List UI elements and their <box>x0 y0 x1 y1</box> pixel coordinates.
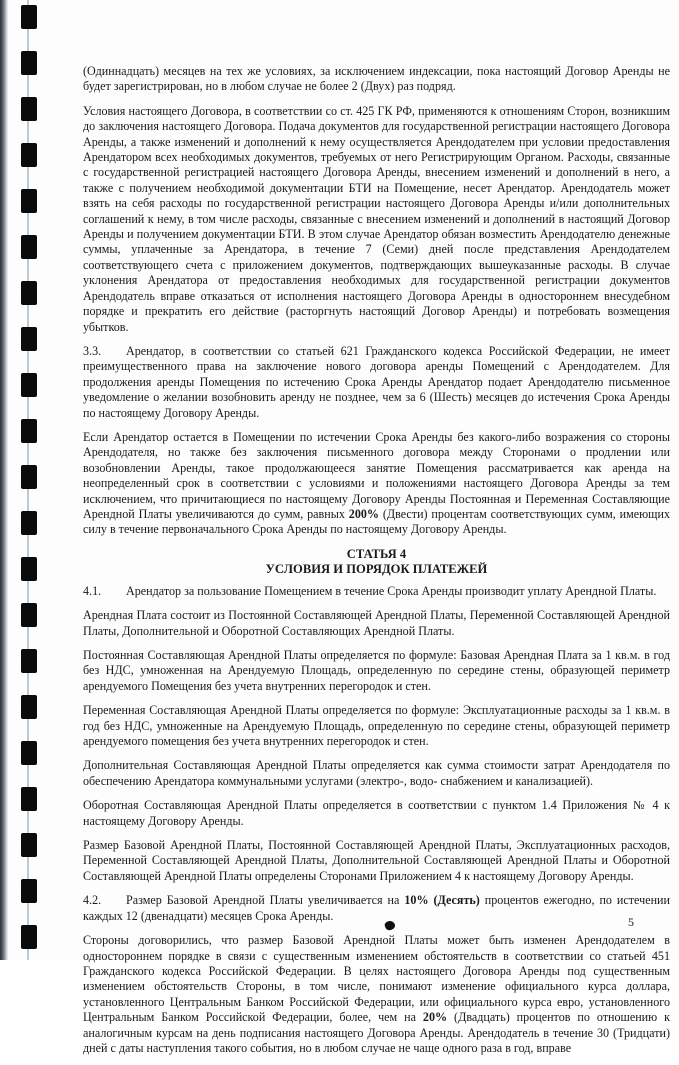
binding-hole <box>21 879 37 903</box>
clause-text: Арендатор за пользование Помещением в течение Срока Аренды производит уплату Арендной Платы. <box>126 583 657 598</box>
spiral-binding <box>0 0 60 960</box>
clause-4-1 <box>83 584 670 599</box>
text-segment: Размер Базовой Арендной Платы увеличивается на <box>126 893 405 908</box>
binding-hole <box>21 235 37 259</box>
binding-hole <box>21 373 37 397</box>
binding-hole <box>21 143 37 167</box>
binding-hole <box>21 557 37 581</box>
paragraph-rent-composition: Арендная Плата состоит из Постоянной Составляющей Арендной Платы, Переменной Составляющей Арендной Платы, Дополнительной и Оборотной Составляющих Арендной Платы. <box>83 608 670 638</box>
bold-percentage: 200% <box>348 506 379 521</box>
binding-hole <box>21 5 37 29</box>
paragraph-rate-change <box>83 933 670 1056</box>
article-heading <box>83 547 670 577</box>
paragraph-overstay <box>83 430 670 538</box>
binding-hole <box>21 419 37 443</box>
clause-3-3 <box>83 344 670 421</box>
bold-percentage: 10% (Десять) <box>404 893 480 908</box>
paragraph-variable-component: Переменная Составляющая Арендной Платы определяется по формуле: Эксплуатационные расходы за 1 кв.м. в год без НДС, умноженные на Арендуемую Площадь, определенную по середине стены, образующей периметр арендуемого помещения без учета внутренних перегородок и стен. <box>83 703 670 749</box>
binding-hole <box>21 695 37 719</box>
binding-hole <box>21 603 37 627</box>
paragraph-continuation: (Одиннадцать) месяцев на тех же условиях, за исключением индексации, пока настоящий Договор Аренды не будет зарегистрирован, но в любом случае не более 2 (Двух) раз подряд. <box>83 64 670 94</box>
binding-hole <box>21 51 37 75</box>
binding-hole <box>21 511 37 535</box>
binding-hole <box>21 649 37 673</box>
binding-hole <box>21 925 37 949</box>
binding-hole <box>21 465 37 489</box>
article-title: СТАТЬЯ 4 <box>346 546 407 561</box>
clause-number: 3.3. <box>83 343 102 358</box>
text-segment: процентов ежегодно, по истечении каждых 12 (двенадцати) месяцев Срока Аренды. <box>83 893 670 923</box>
text-segment: (Двести) процентам соответствующих сумм, имеющих силу в течение первоначального Срока Аренды по настоящему Договору Аренды. <box>83 506 670 537</box>
bold-percentage: 20% <box>422 1010 448 1025</box>
binding-hole <box>21 327 37 351</box>
clause-4-2 <box>83 893 670 924</box>
clause-number: 4.1. <box>83 583 102 598</box>
document-body <box>83 64 670 1065</box>
article-subtitle: УСЛОВИЯ И ПОРЯДОК ПЛАТЕЖЕЙ <box>265 561 488 576</box>
text-segment: Если Арендатор остается в Помещении по истечении Срока Аренды без какого-либо возражения со стороны Арендодателя, но также без заключения письменного договора между Сторонами о продлении или возобновлении Аренды, такое продолжающееся занятие Помещения рассматривается как аренда на неопределенный срок в соответствии с условиями и положениями настоящего Договора Аренды за тем исключением, что причитающиеся по настоящему Договору Аренды Постоянная и Переменная Составляющие Арендной Платы увеличиваются до сумм, равных <box>83 429 670 521</box>
page-number: 5 <box>628 915 634 929</box>
binding-hole <box>21 833 37 857</box>
binding-hole <box>21 189 37 213</box>
binding-hole <box>21 787 37 811</box>
clause-text: Арендатор, в соответствии со статьей 621 Гражданского кодекса Российской Федерации, не имеет преимущественного права на заключение нового договора аренды Помещений с Арендодателем. Для продолжения аренды Помещения по истечению Срока Аренды Арендатор подает Арендодателю письменное уведомление о желании возобновить аренду не позднее, чем за 6 (Шесть) месяцев до истечения Срока Аренды по настоящему Договору Аренды. <box>83 343 670 420</box>
text-segment: (Двадцать) процентов по отношению к аналогичным курсам на день подписания настоящего Договора Аренды. Арендодатель в течение 30 (Тридцати) дней с даты наступления такого события, но в любом случае не чаще одного раза в год, вправе <box>83 1010 670 1055</box>
clause-number: 4.2. <box>83 893 102 908</box>
paragraph-additional-component: Дополнительная Составляющая Арендной Платы определяется как сумма стоимости затрат Арендодателя по обеспечению Арендатора коммунальными услугами (электро-, водо- снабжением и канализацией). <box>83 758 670 788</box>
binding-hole <box>21 97 37 121</box>
paragraph-registration-terms: Условия настоящего Договора, в соответствии со ст. 425 ГК РФ, применяются к отношениям Сторон, возникшим до заключения настоящего Договора. Подача документов для государственной регистрации настоящего Договора Аренды, а также изменений и дополнений к нему осуществляется Арендодателем при условии предоставления Арендатором всех необходимых документов, требуемых от него Регистрирующим Органом. Расходы, связанные с государственной регистрацией настоящего Договора Аренды, внесением изменений и дополнений в него, а также с получением необходимой документации БТИ на Помещение, несет Арендатор. Арендодатель может взять на себя расходы по государственной регистрации настоящего Договора Аренды и/или дополнительных соглашений к нему, в том числе расходы, связанные с внесением изменений и дополнений в настоящий Договор Аренды и получением документации БТИ. В этом случае Арендатор обязан возместить Арендодателю денежные суммы, уплаченные за Арендатора, в течение 7 (Семи) дней после представления Арендодателем соответствующего счета с приложением документов, подтверждающих вышеуказанные расходы. В случае уклонения Арендатора от предоставления необходимых для государственной регистрации документов Арендодатель вправе отказаться от исполнения настоящего Договора Аренды в одностороннем внесудебном порядке и прекратить его действие (расторгнуть настоящий Договор Аренды) и потребовать возмещения убытков. <box>83 103 670 334</box>
text-segment: Стороны договорились, что размер Базовой Арендной Платы может быть изменен Арендодателем в одностороннем порядке в связи с существенным изменением обстоятельств в соответствии со статьей 451 Гражданского кодекса Российской Федерации. В целях настоящего Договора Аренды под существенным изменением обстоятельств Стороны, в том числе, понимают изменение официального курса доллара, установленного Центральным Банком Российской Федерации, или официального курса евро, установленного Центральным Банком Российской Федерации, более, чем на <box>83 933 670 1025</box>
paragraph-fixed-component: Постоянная Составляющая Арендной Платы определяется по формуле: Базовая Арендная Плата за 1 кв.м. в год без НДС, умноженная на Арендуемую Площадь, определенную по середине стены, образующей периметр арендуемого Помещения без учета внутренних перегородок и стен. <box>83 648 670 693</box>
binding-hole <box>21 741 37 765</box>
binding-hole <box>21 281 37 305</box>
paragraph-turnover-component: Оборотная Составляющая Арендной Платы определяется в соответствии с пунктом 1.4 Приложения № 4 к настоящему Договору Аренды. <box>83 798 670 828</box>
paragraph-amounts-defined: Размер Базовой Арендной Платы, Постоянной Составляющей Арендной Платы, Эксплуатационных расходов, Переменной Составляющей Арендной Платы, Дополнительной Составляющей Арендной Платы и Оборотной Составляющей Арендной Платы определены Сторонами Приложением 4 к настоящему Договору Аренды. <box>83 838 670 883</box>
